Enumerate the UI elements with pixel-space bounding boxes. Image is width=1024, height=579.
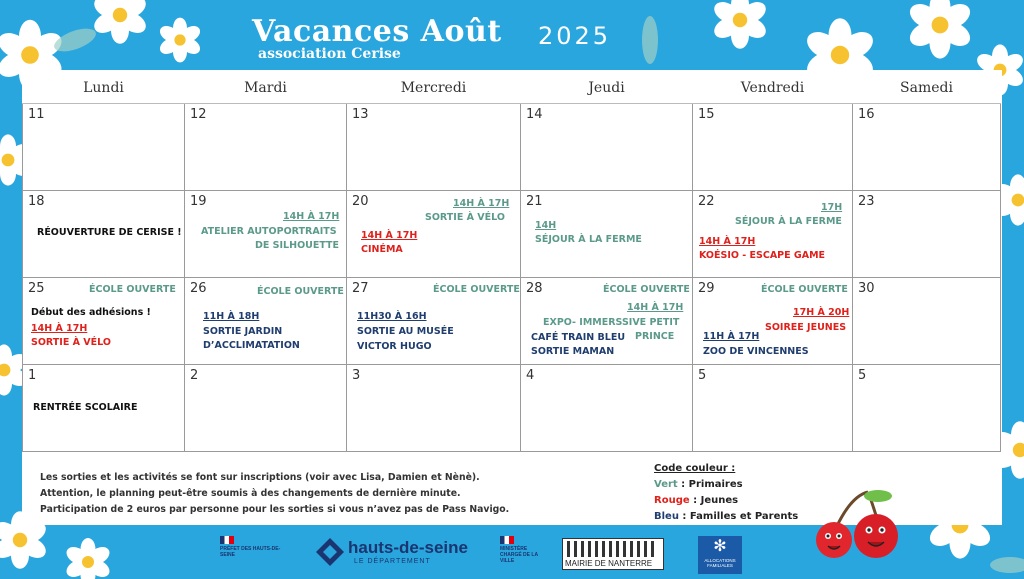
day-cell	[521, 365, 693, 452]
day-number: 1	[28, 368, 37, 383]
day-cell	[347, 278, 521, 365]
legend-label: : Jeunes	[689, 495, 739, 506]
mairie-nanterre-logo: MAIRIE DE NANTERRE	[562, 538, 664, 570]
week-row	[23, 365, 1001, 452]
day-cell	[185, 191, 347, 278]
legend-label: : Familles et Parents	[678, 511, 799, 522]
prefet-logo: PRÉFET DES HAUTS-DE-SEINE	[220, 536, 290, 558]
day-number: 16	[858, 107, 875, 122]
event-title: ATELIER AUTOPORTRAITS	[201, 226, 337, 237]
page-title: Vacances Août	[252, 14, 502, 49]
weekday-header: Mardi	[185, 73, 347, 104]
legend-item	[654, 509, 798, 525]
day-cell	[693, 104, 853, 191]
event-title: ZOO DE VINCENNES	[703, 346, 809, 357]
event-time: 17H À 20H	[793, 307, 850, 318]
legend-label: : Primaires	[677, 479, 743, 490]
day-number: 26	[190, 281, 207, 296]
page-year: 2025	[538, 22, 612, 50]
school-open-label: ÉCOLE OUVERTE	[761, 284, 848, 295]
day-number: 3	[352, 368, 361, 383]
day-number: 12	[190, 107, 207, 122]
event-time: 14H À 17H	[699, 236, 756, 247]
week-row	[23, 278, 1001, 365]
event-time: 14H À 17H	[453, 198, 510, 209]
day-cell	[347, 104, 521, 191]
day-number: 18	[28, 194, 45, 209]
day-number: 25	[28, 281, 45, 296]
day-cell	[521, 104, 693, 191]
week-row	[23, 104, 1001, 191]
day-cell	[853, 104, 1001, 191]
event-title: CINÉMA	[361, 244, 403, 255]
event-title: SÉJOUR À LA FERME	[735, 216, 842, 227]
event-title: PRINCE	[635, 331, 675, 342]
caf-snowflake-icon: ✻	[713, 538, 727, 555]
week-row	[23, 191, 1001, 278]
day-number: 2	[190, 368, 199, 383]
day-number: 14	[526, 107, 543, 122]
day-number: 22	[698, 194, 715, 209]
event-time: 14H À 17H	[283, 211, 340, 222]
day-cell	[693, 365, 853, 452]
day-cell	[185, 365, 347, 452]
day-cell	[521, 191, 693, 278]
event-title: SORTIE JARDIN	[203, 326, 283, 337]
page-subtitle: association Cerise	[258, 46, 401, 62]
event-title: EXPO- IMMERSSIVE PETIT	[543, 317, 680, 328]
event-title: SOIREE JEUNES	[765, 322, 847, 333]
note-line: Les sorties et les activités se font sur inscriptions (voir avec Lisa, Damien et Nènè).	[40, 472, 480, 483]
legend-key: Rouge	[654, 495, 690, 506]
day-number: 13	[352, 107, 369, 122]
color-legend	[654, 461, 798, 525]
caf-logo: ✻ ALLOCATIONS FAMILIALES	[698, 536, 742, 574]
calendar-table	[22, 73, 1001, 452]
day-number: 19	[190, 194, 207, 209]
event-title: SORTIE MAMAN	[531, 346, 615, 357]
day-number: 20	[352, 194, 369, 209]
day-number: 15	[698, 107, 715, 122]
day-cell	[693, 278, 853, 365]
day-cell	[347, 365, 521, 452]
day-number: 29	[698, 281, 715, 296]
event-time: 14H À 17H	[627, 302, 684, 313]
day-cell	[23, 104, 185, 191]
day-number: 27	[352, 281, 369, 296]
event-title: D’ACCLIMATATION	[203, 340, 300, 351]
event-title: SÉJOUR À LA FERME	[535, 234, 642, 245]
day-cell	[521, 278, 693, 365]
day-cell	[347, 191, 521, 278]
event-time: 11H30 À 16H	[357, 311, 427, 322]
day-number: 11	[28, 107, 45, 122]
day-number: 28	[526, 281, 543, 296]
cherries-mascot-icon	[806, 488, 902, 568]
event-title: KOÉSIO - ESCAPE GAME	[699, 250, 826, 261]
school-open-label: ÉCOLE OUVERTE	[257, 286, 344, 297]
legend-title: Code couleur :	[654, 463, 736, 474]
legend-key: Vert	[654, 479, 678, 490]
day-number: 23	[858, 194, 875, 209]
day-cell	[185, 278, 347, 365]
day-cell	[693, 191, 853, 278]
event-time: 11H À 18H	[203, 311, 260, 322]
day-cell	[23, 365, 185, 452]
event-reopening: RÉOUVERTURE DE CERISE !	[37, 227, 182, 238]
event-title: DE SILHOUETTE	[255, 240, 340, 251]
legend-item	[654, 493, 798, 509]
event-time: 14H	[535, 220, 557, 231]
event-title: VICTOR HUGO	[357, 341, 432, 352]
event-time: 14H À 17H	[31, 323, 88, 334]
day-cell	[185, 104, 347, 191]
event-title: SORTIE À VÉLO	[425, 212, 505, 223]
weekday-header: Lundi	[23, 73, 185, 104]
weekday-header: Mercredi	[347, 73, 521, 104]
day-number: 30	[858, 281, 875, 296]
day-cell	[853, 365, 1001, 452]
weekday-header: Samedi	[853, 73, 1001, 104]
event-time: 14H À 17H	[361, 230, 418, 241]
weekday-header: Jeudi	[521, 73, 693, 104]
day-cell	[853, 278, 1001, 365]
event-title: CAFÉ TRAIN BLEU	[531, 332, 626, 343]
school-open-label: ÉCOLE OUVERTE	[89, 284, 176, 295]
day-number: 21	[526, 194, 543, 209]
notes-block	[40, 470, 509, 518]
day-cell	[23, 278, 185, 365]
hauts-de-seine-logo: hauts-de-seine LE DÉPARTEMENT	[316, 538, 476, 570]
note-line: Attention, le planning peut-être soumis à des changements de dernière minute.	[40, 488, 461, 499]
day-number: 4	[526, 368, 535, 383]
weekday-header-row	[23, 73, 1001, 104]
event-title: SORTIE AU MUSÉE	[357, 326, 454, 337]
event-title: Début des adhésions !	[31, 307, 151, 318]
event-time: 11H À 17H	[703, 331, 760, 342]
school-open-label: ÉCOLE OUVERTE	[433, 284, 520, 295]
weekday-header: Vendredi	[693, 73, 853, 104]
event-title: RENTRÉE SCOLAIRE	[33, 402, 138, 413]
school-open-label: ÉCOLE OUVERTE	[603, 284, 690, 295]
day-cell	[23, 191, 185, 278]
note-line: Participation de 2 euros par personne pour les sorties si vous n’avez pas de Pass Navigo.	[40, 504, 510, 515]
day-cell	[853, 191, 1001, 278]
event-time: 17H	[821, 202, 843, 213]
legend-item	[654, 477, 798, 493]
day-number: 5	[698, 368, 707, 383]
day-number: 5	[858, 368, 867, 383]
hauts-de-seine-mark-icon	[316, 538, 344, 566]
event-title: SORTIE À VÉLO	[31, 337, 111, 348]
legend-key: Bleu	[654, 511, 679, 522]
ministere-logo: MINISTÈRE CHARGÉ DE LA VILLE	[500, 536, 550, 564]
